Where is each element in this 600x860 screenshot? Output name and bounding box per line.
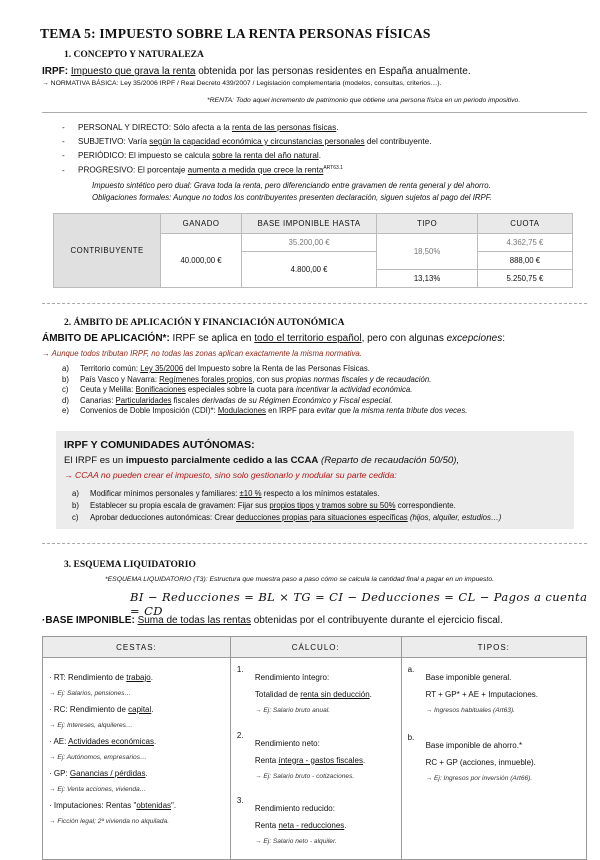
col-header-ganado: GANADO (161, 214, 242, 234)
list-item: · RC: Rendimiento de capital. → Ej: Intereses, alquileres… (49, 705, 154, 729)
cell-cuota2: 888,00 € (477, 252, 572, 270)
irpf-label: IRPF: (42, 66, 69, 77)
contribuyente-table (53, 213, 573, 288)
section-3-heading: 3. ESQUEMA LIQUIDATORIO (64, 560, 196, 570)
cell-cuota3: 5.250,75 € (477, 270, 572, 288)
list-item: a) Territorio común: Ley 35/2006 del Impuesto sobre la Renta de las Personas Físicas. (62, 364, 370, 373)
ccaa-note: → Aunque todos tributan IRPF, no todas las zonas aplican exactamente la misma normativa. (42, 349, 362, 358)
list-item: · Imputaciones: Rentas "obtenidas". → Ficción legal; 2ª vivienda no alquilada. (49, 801, 177, 825)
col-header-calculo: CÁLCULO: (230, 637, 401, 658)
tipos-cell (401, 658, 586, 860)
divider (42, 543, 587, 544)
list-item: 3. Rendimiento reducido: Renta neta - reducciones. → Ej: Salario neto - alquiler. (236, 796, 347, 846)
cell-base2: 4.800,00 € (241, 252, 376, 288)
ccaa-box-line2: → CCAA no pueden crear el impuesto, sino solo gestionarlo y modular su parte cedida: (64, 470, 397, 480)
esquema-table (42, 636, 587, 860)
divider (42, 303, 587, 304)
cell-tipo2: 13,13% (377, 270, 478, 288)
list-item: · AE: Actividades económicas. → Ej: Autónomos, empresarios… (49, 737, 157, 761)
list-item: a. Base imponible general. RT + GP* + AE + Imputaciones. → Ingresos habituales (Art63). (407, 665, 538, 714)
col-header-cestas: CESTAS: (43, 637, 231, 658)
page-title: TEMA 5: IMPUESTO SOBRE LA RENTA PERSONAS FÍSICAS (40, 26, 431, 41)
ccaa-box-line1: El IRPF es un impuesto parcialmente cedido a las CCAA (Reparto de recaudación 50/50), (64, 455, 460, 466)
ccaa-box (56, 431, 574, 529)
row-label: CONTRIBUYENTE (54, 214, 161, 288)
ccaa-box-heading: IRPF Y COMUNIDADES AUTÓNOMAS: (64, 439, 255, 451)
italic-note-dual: Impuesto sintético pero dual: Grava toda la renta, pero diferenciando entre gravamen de renta general y del ahorro. (92, 181, 491, 190)
cell-cuota1: 4.362,75 € (477, 234, 572, 252)
cell-tipo1: 18,50% (377, 234, 478, 270)
calculo-cell (230, 658, 401, 860)
col-header-tipos: TIPOS: (401, 637, 586, 658)
ccaa-box-list (72, 488, 501, 524)
cell-ganado: 40.000,00 € (161, 234, 242, 288)
list-item: · GP: Ganancias / pérdidas. → Ej: Venta acciones, vivienda… (49, 769, 148, 793)
list-item: · RT: Rendimiento de trabajo. → Ej: Salarios, pensiones… (49, 673, 153, 697)
cell-base1: 35.200,00 € (241, 234, 376, 252)
list-item: e) Convenios de Doble Imposición (CDI)*: Modulaciones en IRPF para evitar que la misma renta tribute dos veces. (62, 406, 468, 416)
list-item: b) Establecer su propia escala de gravamen: Fijar sus propios tipos y tramos sobre su 50% correspondiente. (72, 501, 456, 510)
list-item: c) Ceuta y Melilla: Bonificaciones especiales sobre la cuota para incentivar la actividad económica. (62, 385, 413, 395)
bullet-item: - PERIÓDICO: El impuesto se calcula sobre la renta del año natural. (62, 151, 322, 160)
list-item: b) País Vasco y Navarra: Regímenes forales propios, con sus propias normas fiscales y de recaudación. (62, 374, 432, 384)
cestas-cell (43, 658, 231, 860)
section-2-heading: 2. ÁMBITO DE APLICACIÓN Y FINANCIACIÓN AUTONÓMICA (64, 318, 345, 328)
renta-note: *RENTA: Todo aquel incremento de patrimonio que obtiene una persona física en un periodo impositivo. (207, 97, 521, 104)
bullet-item: - PROGRESIVO: El porcentaje aumenta a medida que crece la renta$^{ART63.1}$ (62, 165, 343, 175)
normativa-note: → NORMATIVA BÁSICA: Ley 35/2006 IRPF / Real Decreto 439/2007 / Legislación complementaria (modelos, consultas, criterios…). (42, 80, 442, 87)
ambito-definition: ÁMBITO DE APLICACIÓN*: IRPF se aplica en todo el territorio español, pero con algunas excepciones: (42, 333, 505, 344)
col-header-tipo: TIPO (377, 214, 478, 234)
italic-note-obligaciones: Obligaciones formales: Aunque no todos los contribuyentes presenten declaración, siguen sujetos al pago del IRPF. (92, 193, 492, 202)
base-imponible-definition: ·BASE IMPONIBLE: Suma de todas las rentas obtenidas por el contribuyente durante el ejercicio fiscal. (42, 615, 503, 626)
irpf-definition-rest: obtenida por las personas residentes en España anualmente. (195, 66, 471, 77)
list-item: b. Base imponible de ahorro.* RC + GP (acciones, inmueble). → Ej: Ingresos por inversión (Art66). (407, 732, 536, 782)
col-header-cuota: CUOTA (477, 214, 572, 234)
col-header-base: BASE IMPONIBLE HASTA (241, 214, 376, 234)
irpf-definition (42, 66, 471, 77)
list-item: d) Canarias: Particularidades fiscales derivadas de su Régimen Económico y Fiscal especial. (62, 395, 393, 405)
esquema-note: *ESQUEMA LIQUIDATORIO (T3): Estructura que muestra paso a paso cómo se calcula la cantidad final a pagar en un impuesto. (105, 576, 494, 583)
irpf-definition-underlined: Impuesto que grava la renta (70, 66, 196, 77)
ambito-list (62, 364, 467, 417)
list-item: a) Modificar mínimos personales y familiares: ±10 % respecto a los mínimos estatales. (72, 489, 380, 498)
list-item: c) Aprobar deducciones autonómicas: Crear deducciones propias para situaciones específicas (hijos, alquiler, estudios…) (72, 513, 502, 522)
section-1-heading: 1. CONCEPTO Y NATURALEZA (64, 50, 204, 60)
divider (42, 112, 587, 113)
bullet-item: - SUBJETIVO: Varía según la capacidad económica y circunstancias personales del contribuyente. (62, 137, 432, 146)
list-item: 1. Rendimiento íntegro: Totalidad de renta sin deducción. → Ej: Salario bruto anual. (236, 665, 372, 714)
list-item: 2. Rendimiento neto: Renta íntegra - gastos fiscales. → Ej: Salario bruto - cotizaciones. (236, 730, 366, 780)
esquema-formula: BI − Reducciones = BL × TG = CI − Deducciones = CL − Pagos a cuenta = CD (130, 590, 588, 618)
bullet-item: - PERSONAL Y DIRECTO: Sólo afecta a la renta de las personas físicas. (62, 123, 339, 132)
